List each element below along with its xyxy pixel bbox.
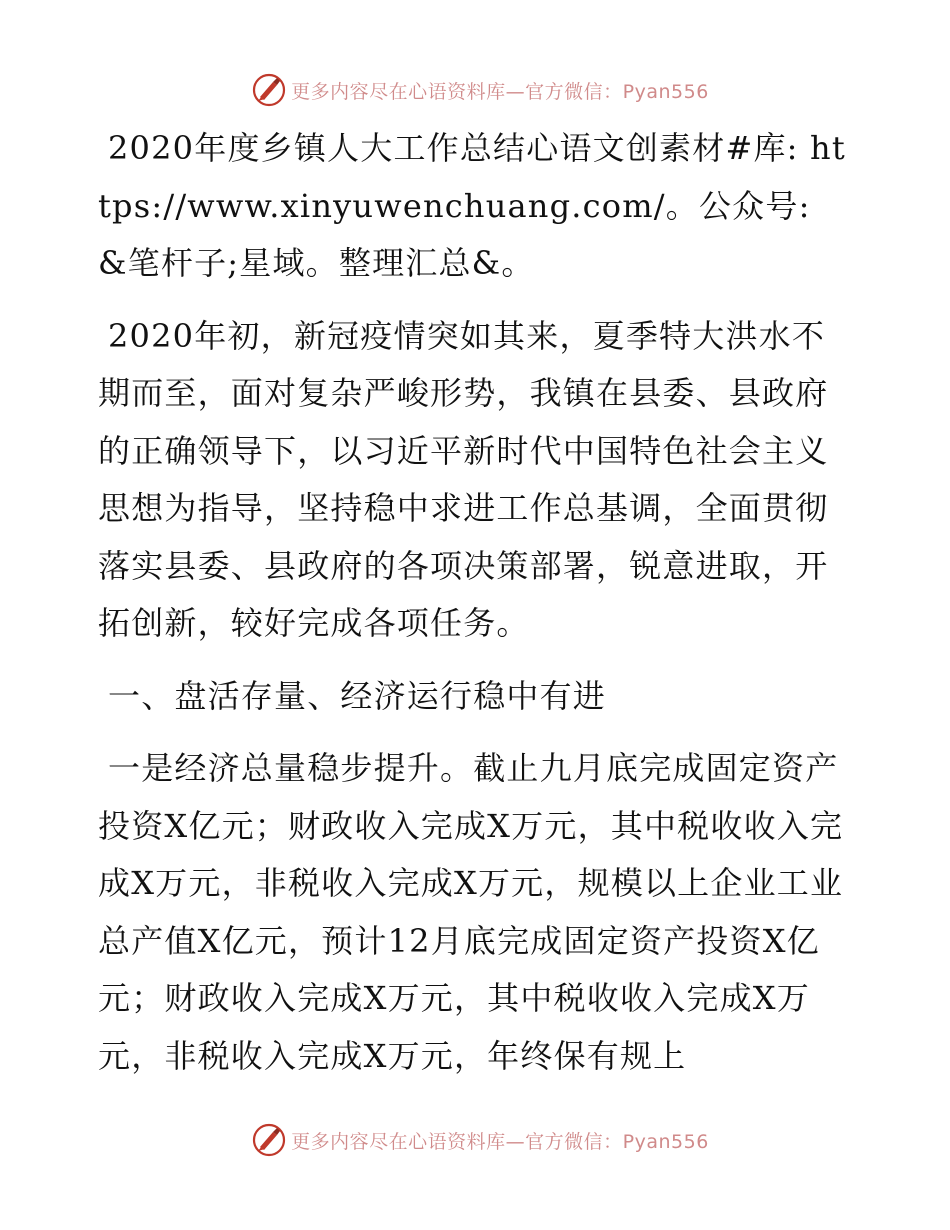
footer-banner-main: 更多内容尽在心语资料库	[291, 1130, 506, 1153]
paragraph-title: 2020年度乡镇人大工作总结心语文创素材#库: https://www.xinyuwenchuang.com/。公众号: &笔杆子;星域。整理汇总&。	[98, 129, 846, 282]
footer-banner-contact: 官方微信：Pyan556	[525, 1130, 709, 1153]
header-banner-inner	[251, 72, 709, 108]
header-banner-contact: 官方微信：Pyan556	[525, 80, 709, 103]
brand-logo-icon	[251, 1122, 287, 1158]
document-body	[98, 120, 850, 1100]
paragraph-economy: 一是经济总量稳步提升。截止九月底完成固定资产投资X亿元；财政收入完成X万元，其中税收收入完成X万元，非税收入完成X万元，规模以上企业工业总产值X亿元，预计12月底完成固定资产投资X亿元；财政收入完成X万元，其中税收收入完成X万元，非税收入完成X万元，年终保有规上	[98, 749, 844, 1075]
header-banner-text	[291, 77, 709, 104]
header-banner	[0, 68, 950, 112]
footer-banner-text	[291, 1127, 709, 1154]
footer-banner	[0, 1118, 950, 1162]
section-heading: 一、盘活存量、经济运行稳中有进	[108, 676, 607, 715]
brand-logo-icon	[251, 72, 287, 108]
footer-banner-inner	[251, 1122, 709, 1158]
paragraph-intro: 2020年初，新冠疫情突如其来，夏季特大洪水不期而至，面对复杂严峻形势，我镇在县委、县政府的正确领导下，以习近平新时代中国特色社会主义思想为指导，坚持稳中求进工作总基调，全面贯彻落实县委、县政府的各项决策部署，锐意进取，开拓创新，较好完成各项任务。	[98, 316, 829, 642]
header-banner-main: 更多内容尽在心语资料库	[291, 80, 506, 103]
footer-banner-dash: —	[505, 1130, 526, 1153]
header-banner-dash: —	[505, 80, 526, 103]
